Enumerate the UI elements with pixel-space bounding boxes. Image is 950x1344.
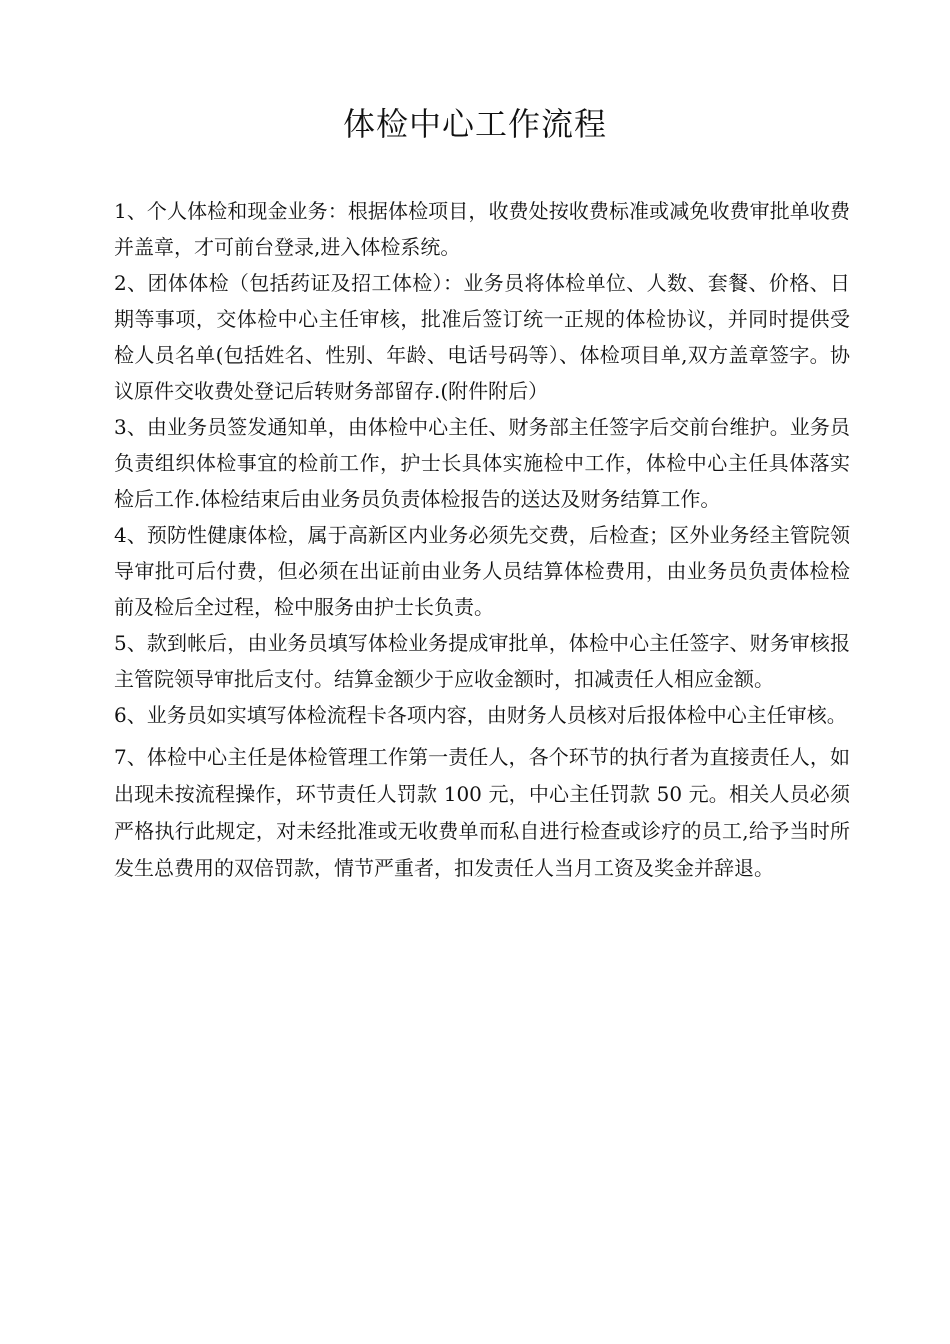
paragraph-4: 4、预防性健康体检，属于高新区内业务必须先交费，后检查；区外业务经主管院领导审批可后付费，但必须在出证前由业务人员结算体检费用，由业务员负责体检检前及检后全过程，检中服务由护士长负责。 <box>114 523 850 619</box>
paragraph-3: 3、由业务员签发通知单，由体检中心主任、财务部主任签字后交前台维护。业务员负责组织体检事宜的检前工作，护士长具体实施检中工作，体检中心主任具体落实检后工作.体检结束后由业务员负责体检报告的送达及财务结算工作。 <box>114 415 850 511</box>
paragraph-6: 6、业务员如实填写体检流程卡各项内容，由财务人员核对后报体检中心主任审核。 <box>114 703 847 727</box>
paragraph-1: 1、个人体检和现金业务：根据体检项目，收费处按收费标准或减免收费审批单收费并盖章，才可前台登录,进入体检系统。 <box>114 199 850 259</box>
document-title: 体检中心工作流程 <box>342 105 607 143</box>
paragraph-7: 7、体检中心主任是体检管理工作第一责任人，各个环节的执行者为直接责任人，如出现未按流程操作，环节责任人罚款 100 元，中心主任罚款 50 元。相关人员必须严格执行此规定，对未经批准或无收费单而私自进行检查或诊疗的员工,给予当时所发生总费用的双倍罚款，情节严重者，扣发责任人当月工资及奖金并辞退。 <box>114 745 850 880</box>
document-body <box>114 193 850 887</box>
paragraph-2: 2、团体体检（包括药证及招工体检）：业务员将体检单位、人数、套餐、价格、日期等事项，交体检中心主任审核，批准后签订统一正规的体检协议，并同时提供受检人员名单(包括姓名、性别、年龄、电话号码等）、体检项目单,双方盖章签字。协议原件交收费处登记后转财务部留存.(附件附后） <box>114 271 850 403</box>
paragraph-5: 5、款到帐后，由业务员填写体检业务提成审批单，体检中心主任签字、财务审核报主管院领导审批后支付。结算金额少于应收金额时，扣减责任人相应金额。 <box>114 631 850 691</box>
